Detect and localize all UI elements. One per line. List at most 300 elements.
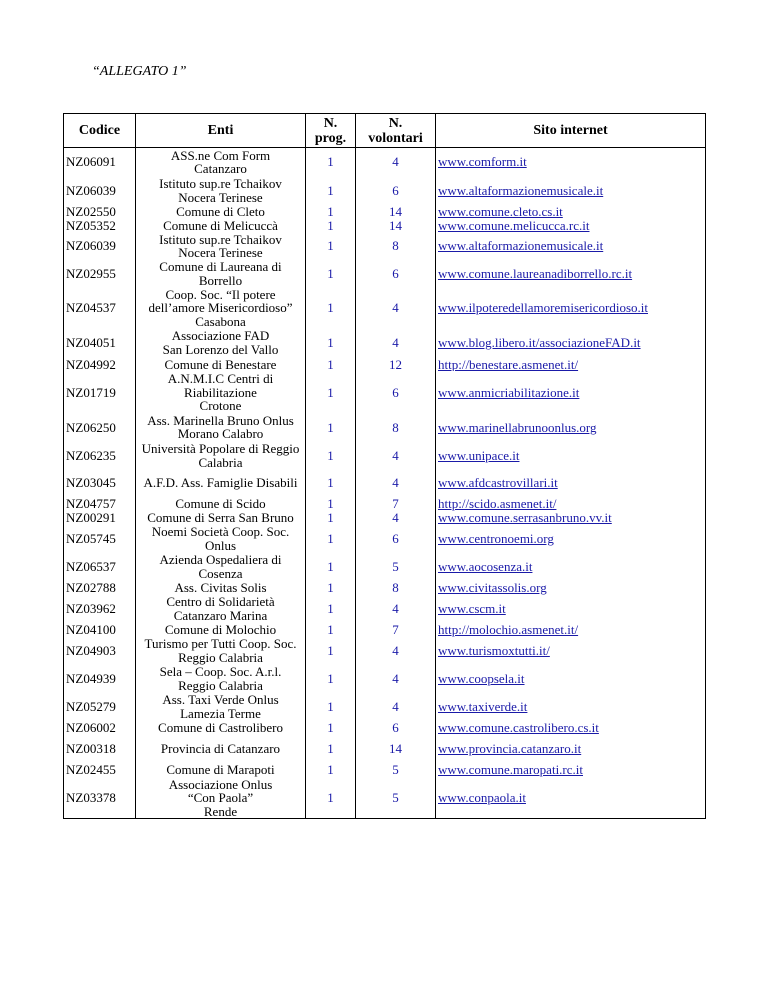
table-row <box>64 260 706 288</box>
nvolontari-value: 8 <box>392 238 399 254</box>
sito-cell <box>436 233 706 260</box>
sito-link[interactable]: www.comune.cleto.cs.it <box>438 204 563 219</box>
nprog-value: 1 <box>327 182 334 198</box>
sito-cell <box>436 260 706 288</box>
codice-text: NZ03962 <box>66 600 116 616</box>
codice-cell <box>64 413 136 441</box>
codice-text: NZ06039 <box>66 238 116 254</box>
nprog-value: 1 <box>327 698 334 714</box>
nprog-cell <box>306 441 356 470</box>
nvolontari-value: 4 <box>392 642 399 658</box>
nvolontari-cell <box>356 219 436 233</box>
sito-link[interactable]: http://molochio.asmenet.it/ <box>438 622 579 637</box>
sito-cell <box>436 148 706 177</box>
sito-link[interactable]: www.marinellabrunoonlus.org <box>438 419 597 435</box>
nvolontari-cell <box>356 371 436 413</box>
codice-text: NZ00318 <box>66 740 116 756</box>
codice-text: NZ05279 <box>66 698 116 714</box>
nprog-cell <box>306 763 356 778</box>
table-row <box>64 525 706 553</box>
sito-cell <box>436 441 706 470</box>
table-row <box>64 205 706 219</box>
nvolontari-value: 4 <box>392 335 399 351</box>
codice-text: NZ06091 <box>66 154 116 170</box>
codice-cell <box>64 525 136 553</box>
ente-cell <box>136 763 306 778</box>
table-row <box>64 219 706 233</box>
sito-link[interactable]: www.comune.laureanadiborrello.rc.it <box>438 265 633 281</box>
nvolontari-cell <box>356 357 436 371</box>
nprog-cell <box>306 693 356 721</box>
ente-cell <box>136 595 306 623</box>
nprog-value: 1 <box>327 790 334 806</box>
nprog-cell <box>306 288 356 329</box>
nprog-cell <box>306 205 356 219</box>
sito-link[interactable]: www.provincia.catanzaro.it <box>438 740 582 756</box>
ente-text: A.F.D. Ass. Famiglie Disabili <box>143 475 298 491</box>
ente-text: Associazione FAD San Lorenzo del Vallo <box>162 328 279 357</box>
table-row <box>64 763 706 778</box>
sito-link[interactable]: www.anmicriabilitazione.it <box>438 384 580 400</box>
nprog-cell <box>306 148 356 177</box>
nvolontari-cell <box>356 693 436 721</box>
sito-cell <box>436 693 706 721</box>
ente-text: Ass. Civitas Solis <box>174 580 267 595</box>
nvolontari-cell <box>356 581 436 595</box>
nvolontari-cell <box>356 553 436 581</box>
nprog-value: 1 <box>327 580 334 595</box>
nvolontari-value: 6 <box>392 265 399 281</box>
table-row <box>64 371 706 413</box>
codice-text: NZ03045 <box>66 475 116 491</box>
table-row <box>64 595 706 623</box>
ente-text: Provincia di Catanzaro <box>160 740 281 756</box>
sito-cell <box>436 219 706 233</box>
codice-text: NZ00291 <box>66 510 116 525</box>
nprog-value: 1 <box>327 419 334 435</box>
sito-cell <box>436 637 706 665</box>
sito-cell <box>436 525 706 553</box>
ente-cell <box>136 205 306 219</box>
table-header-row <box>64 114 706 148</box>
nvolontari-cell <box>356 496 436 510</box>
table-row <box>64 511 706 525</box>
ente-text: Azienda Ospedaliera di Cosenza <box>159 552 282 581</box>
nvolontari-value: 5 <box>392 762 399 778</box>
ente-text: Comune di Castrolibero <box>158 720 283 735</box>
sito-cell <box>436 328 706 357</box>
allegato-heading: “ALLEGATO 1” <box>92 64 187 79</box>
ente-cell <box>136 260 306 288</box>
ente-cell <box>136 413 306 441</box>
sito-link[interactable]: www.civitassolis.org <box>438 580 547 595</box>
codice-cell <box>64 735 136 763</box>
ente-cell <box>136 511 306 525</box>
nprog-cell <box>306 595 356 623</box>
ente-text: Comune di Molochio <box>164 622 277 637</box>
sito-cell <box>436 581 706 595</box>
ente-text: Sela – Coop. Soc. A.r.l. Reggio Calabria <box>159 664 282 693</box>
sito-link[interactable]: www.comune.maropati.rc.it <box>438 762 583 778</box>
sito-link[interactable]: http://scido.asmenet.it/ <box>438 496 557 511</box>
codice-cell <box>64 581 136 595</box>
ente-text: Comune di Serra San Bruno <box>147 510 294 525</box>
codice-cell <box>64 148 136 177</box>
nprog-cell <box>306 470 356 496</box>
nprog-value: 1 <box>327 670 334 686</box>
nvolontari-cell <box>356 623 436 637</box>
ente-text: Comune di Laureana di Borrello <box>159 259 282 288</box>
sito-link[interactable]: www.unipace.it <box>438 448 520 464</box>
table-row <box>64 357 706 371</box>
nprog-cell <box>306 511 356 525</box>
nprog-cell <box>306 260 356 288</box>
table-row <box>64 470 706 496</box>
ente-text: ASS.ne Com Form Catanzaro <box>170 147 271 177</box>
ente-text: Turismo per Tutti Coop. Soc. Reggio Calabria <box>144 636 297 665</box>
table-row <box>64 148 706 177</box>
sito-cell <box>436 721 706 735</box>
nprog-value: 1 <box>327 740 334 756</box>
codice-text: NZ02788 <box>66 580 116 595</box>
nprog-cell <box>306 581 356 595</box>
nprog-value: 1 <box>327 204 334 219</box>
sito-cell <box>436 553 706 581</box>
sito-cell <box>436 357 706 371</box>
nvolontari-value: 4 <box>392 510 399 525</box>
ente-cell <box>136 581 306 595</box>
table-row <box>64 665 706 693</box>
nprog-value: 1 <box>327 762 334 778</box>
ente-text: Ass. Taxi Verde Onlus Lamezia Terme <box>162 692 279 721</box>
codice-text: NZ04903 <box>66 642 116 658</box>
table-row <box>64 441 706 470</box>
nvolontari-value: 5 <box>392 558 399 574</box>
sito-link[interactable]: www.altaformazionemusicale.it <box>438 238 604 254</box>
codice-cell <box>64 778 136 819</box>
sito-cell <box>436 371 706 413</box>
codice-text: NZ04537 <box>66 300 116 316</box>
nvolontari-cell <box>356 735 436 763</box>
ente-text: A.N.M.I.C Centri di Riabilitazione Crotone <box>167 371 274 414</box>
nprog-value: 1 <box>327 642 334 658</box>
nvolontari-value: 4 <box>392 600 399 616</box>
nvolontari-cell <box>356 177 436 205</box>
codice-cell <box>64 233 136 260</box>
codice-text: NZ04992 <box>66 357 116 372</box>
sito-cell <box>436 177 706 205</box>
table-row <box>64 735 706 763</box>
codice-text: NZ05352 <box>66 218 116 233</box>
nvolontari-value: 7 <box>392 496 399 511</box>
header-nprog: N. prog. <box>306 114 356 148</box>
ente-cell <box>136 219 306 233</box>
nprog-cell <box>306 328 356 357</box>
nvolontari-value: 4 <box>392 475 399 491</box>
table-row <box>64 778 706 819</box>
nvolontari-cell <box>356 778 436 819</box>
codice-cell <box>64 357 136 371</box>
ente-text: Comune di Cleto <box>176 204 265 219</box>
codice-cell <box>64 763 136 778</box>
codice-cell <box>64 595 136 623</box>
nprog-cell <box>306 623 356 637</box>
sito-cell <box>436 511 706 525</box>
nvolontari-cell <box>356 470 436 496</box>
nvolontari-cell <box>356 525 436 553</box>
codice-text: NZ04939 <box>66 670 116 686</box>
ente-cell <box>136 637 306 665</box>
nvolontari-cell <box>356 260 436 288</box>
nprog-value: 1 <box>327 622 334 637</box>
codice-text: NZ04051 <box>66 335 116 351</box>
codice-text: NZ06235 <box>66 448 116 464</box>
nvolontari-cell <box>356 148 436 177</box>
nprog-cell <box>306 413 356 441</box>
nvolontari-value: 6 <box>392 182 399 198</box>
codice-text: NZ05745 <box>66 530 116 546</box>
ente-text: Coop. Soc. “Il potere dell’amore Misericordioso” Casabona <box>148 287 293 329</box>
ente-cell <box>136 693 306 721</box>
codice-text: NZ04100 <box>66 622 116 637</box>
ente-cell <box>136 496 306 510</box>
sito-link[interactable]: www.comform.it <box>438 154 527 170</box>
ente-cell <box>136 177 306 205</box>
nvolontari-value: 8 <box>392 419 399 435</box>
nvolontari-value: 4 <box>392 670 399 686</box>
nvolontari-cell <box>356 511 436 525</box>
nvolontari-cell <box>356 721 436 735</box>
sito-link[interactable]: www.centronoemi.org <box>438 530 554 546</box>
sito-link[interactable]: www.conpaola.it <box>438 790 526 806</box>
ente-text: Istituto sup.re Tchaikov Nocera Terinese <box>159 176 282 205</box>
nprog-value: 1 <box>327 335 334 351</box>
nprog-cell <box>306 357 356 371</box>
nvolontari-value: 12 <box>389 357 402 372</box>
sito-link[interactable]: www.altaformazionemusicale.it <box>438 182 604 198</box>
nvolontari-cell <box>356 441 436 470</box>
nprog-value: 1 <box>327 448 334 464</box>
ente-cell <box>136 328 306 357</box>
sito-link[interactable]: www.comune.melicucca.rc.it <box>438 218 590 233</box>
table-row <box>64 553 706 581</box>
table-row <box>64 637 706 665</box>
codice-text: NZ02955 <box>66 265 116 281</box>
ente-text: Ass. Marinella Bruno Onlus Morano Calabro <box>147 413 294 442</box>
codice-cell <box>64 441 136 470</box>
ente-text: Comune di Melicuccà <box>163 218 278 233</box>
sito-cell <box>436 205 706 219</box>
ente-cell <box>136 233 306 260</box>
codice-cell <box>64 177 136 205</box>
codice-cell <box>64 205 136 219</box>
ente-cell <box>136 371 306 413</box>
sito-link[interactable]: www.comune.serrasanbruno.vv.it <box>438 510 612 525</box>
sito-cell <box>436 665 706 693</box>
nvolontari-cell <box>356 205 436 219</box>
nvolontari-value: 4 <box>392 448 399 464</box>
nprog-cell <box>306 721 356 735</box>
ente-cell <box>136 665 306 693</box>
codice-cell <box>64 328 136 357</box>
nprog-value: 1 <box>327 720 334 735</box>
table-row <box>64 413 706 441</box>
codice-cell <box>64 623 136 637</box>
ente-text: Comune di Benestare <box>164 357 277 372</box>
enti-table <box>63 113 706 819</box>
table-row <box>64 623 706 637</box>
table-row <box>64 721 706 735</box>
nprog-value: 1 <box>327 600 334 616</box>
ente-text: Noemi Società Coop. Soc. Onlus <box>151 524 290 553</box>
sito-cell <box>436 496 706 510</box>
sito-link[interactable]: www.comune.castrolibero.cs.it <box>438 720 599 735</box>
codice-cell <box>64 637 136 665</box>
ente-cell <box>136 525 306 553</box>
nprog-value: 1 <box>327 238 334 254</box>
nprog-value: 1 <box>327 218 334 233</box>
sito-cell <box>436 470 706 496</box>
sito-cell <box>436 623 706 637</box>
codice-text: NZ02455 <box>66 762 116 778</box>
table-row <box>64 288 706 329</box>
ente-cell <box>136 148 306 177</box>
nvolontari-value: 14 <box>389 204 402 219</box>
nvolontari-value: 4 <box>392 698 399 714</box>
nvolontari-value: 4 <box>392 300 399 316</box>
sito-link[interactable]: www.turismoxtutti.it/ <box>438 642 550 658</box>
codice-text: NZ06039 <box>66 182 116 198</box>
nprog-cell <box>306 553 356 581</box>
nvolontari-value: 6 <box>392 530 399 546</box>
nprog-value: 1 <box>327 384 334 400</box>
sito-link[interactable]: www.ilpoteredellamoremisericordioso.it <box>438 300 648 316</box>
ente-cell <box>136 470 306 496</box>
sito-cell <box>436 595 706 623</box>
sito-link[interactable]: www.afdcastrovillari.it <box>438 475 558 491</box>
ente-cell <box>136 357 306 371</box>
codice-text: NZ06002 <box>66 720 116 735</box>
table-row <box>64 581 706 595</box>
sito-link[interactable]: www.blog.libero.it/associazioneFAD.it <box>438 335 641 351</box>
nvolontari-cell <box>356 328 436 357</box>
codice-cell <box>64 511 136 525</box>
table-row <box>64 693 706 721</box>
nprog-value: 1 <box>327 496 334 511</box>
sito-cell <box>436 778 706 819</box>
ente-text: Università Popolare di Reggio Calabria <box>141 441 300 470</box>
nprog-cell <box>306 735 356 763</box>
sito-link[interactable]: www.cscm.it <box>438 600 506 616</box>
sito-link[interactable]: www.coopsela.it <box>438 670 525 686</box>
table-row <box>64 328 706 357</box>
nvolontari-value: 7 <box>392 622 399 637</box>
codice-text: NZ06537 <box>66 558 116 574</box>
ente-text: Centro di Solidarietà Catanzaro Marina <box>166 594 275 623</box>
nprog-cell <box>306 778 356 819</box>
codice-text: NZ03378 <box>66 790 116 806</box>
header-codice: Codice <box>64 114 136 148</box>
nvolontari-value: 14 <box>389 218 402 233</box>
table-row <box>64 496 706 510</box>
nprog-cell <box>306 525 356 553</box>
nprog-value: 1 <box>327 357 334 372</box>
sito-link[interactable]: http://benestare.asmenet.it/ <box>438 357 579 372</box>
nvolontari-cell <box>356 763 436 778</box>
codice-cell <box>64 260 136 288</box>
nprog-value: 1 <box>327 265 334 281</box>
nprog-cell <box>306 219 356 233</box>
nvolontari-value: 14 <box>389 740 402 756</box>
sito-cell <box>436 288 706 329</box>
nprog-value: 1 <box>327 300 334 316</box>
sito-cell <box>436 735 706 763</box>
codice-cell <box>64 371 136 413</box>
ente-cell <box>136 735 306 763</box>
nprog-value: 1 <box>327 530 334 546</box>
ente-cell <box>136 778 306 819</box>
nvolontari-value: 8 <box>392 580 399 595</box>
ente-text: Associazione Onlus “Con Paola” Rende <box>168 777 273 819</box>
codice-cell <box>64 721 136 735</box>
codice-text: NZ02550 <box>66 204 116 219</box>
ente-cell <box>136 721 306 735</box>
table-body <box>64 148 706 819</box>
codice-cell <box>64 553 136 581</box>
codice-cell <box>64 693 136 721</box>
ente-text: Comune di Marapoti <box>166 762 275 778</box>
table-row <box>64 177 706 205</box>
header-enti: Enti <box>136 114 306 148</box>
codice-text: NZ01719 <box>66 384 116 400</box>
sito-cell <box>436 763 706 778</box>
ente-text: Comune di Scido <box>175 496 266 511</box>
nvolontari-value: 6 <box>392 384 399 400</box>
ente-cell <box>136 623 306 637</box>
codice-cell <box>64 496 136 510</box>
ente-cell <box>136 441 306 470</box>
nprog-cell <box>306 371 356 413</box>
nvolontari-cell <box>356 288 436 329</box>
nprog-cell <box>306 177 356 205</box>
nvolontari-value: 6 <box>392 720 399 735</box>
nprog-value: 1 <box>327 510 334 525</box>
nvolontari-cell <box>356 595 436 623</box>
sito-link[interactable]: www.taxiverde.it <box>438 698 528 714</box>
codice-text: NZ04757 <box>66 496 116 511</box>
nvolontari-value: 4 <box>392 154 399 170</box>
codice-cell <box>64 219 136 233</box>
nvolontari-cell <box>356 413 436 441</box>
codice-text: NZ06250 <box>66 419 116 435</box>
codice-cell <box>64 470 136 496</box>
nprog-value: 1 <box>327 475 334 491</box>
codice-cell <box>64 288 136 329</box>
nvolontari-value: 5 <box>392 790 399 806</box>
codice-cell <box>64 665 136 693</box>
sito-link[interactable]: www.aocosenza.it <box>438 558 533 574</box>
nvolontari-cell <box>356 665 436 693</box>
table-row <box>64 233 706 260</box>
nvolontari-cell <box>356 233 436 260</box>
ente-text: Istituto sup.re Tchaikov Nocera Terinese <box>159 232 282 260</box>
nprog-value: 1 <box>327 558 334 574</box>
nprog-cell <box>306 665 356 693</box>
nvolontari-cell <box>356 637 436 665</box>
sito-cell <box>436 413 706 441</box>
nprog-value: 1 <box>327 154 334 170</box>
nprog-cell <box>306 496 356 510</box>
